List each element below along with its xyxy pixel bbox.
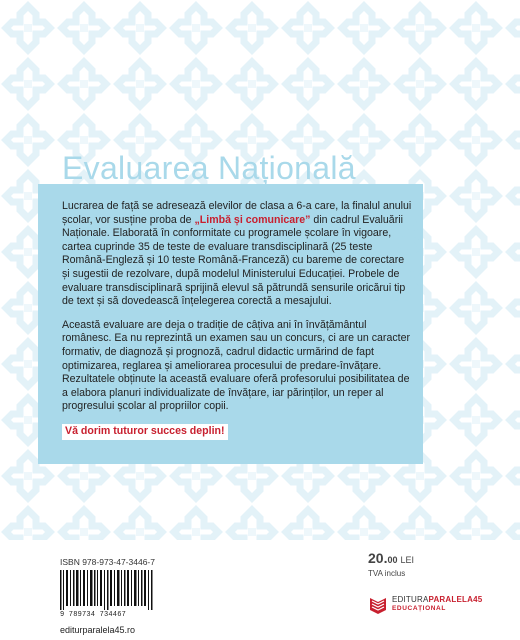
publisher-name bbox=[392, 595, 482, 604]
price-vat: TVA inclus bbox=[368, 569, 406, 578]
barcode-number: 9 789734 734467 bbox=[60, 611, 127, 619]
description-paragraph-1 bbox=[62, 200, 412, 309]
description-paragraph-2: Această evaluare are deja o tradiție de câțiva ani în învățământul românesc. Ea nu reprezintă un examen sau un concurs, ci are un caracter formativ, de diagnoză și prognoză, cadrul didactic urmărind de fapt optimizarea, reglarea și ameliorarea procesului de predare-învățare. Rezultatele obținute la această evaluare oferă profesorului posibilitatea de a elabora planuri individualizate de învățare, iar părinților, un reper al progresului școlar al propriilor copii. bbox=[62, 318, 411, 413]
price-cents: 00 bbox=[387, 555, 398, 565]
barcode bbox=[58, 570, 158, 614]
description-text bbox=[62, 200, 412, 440]
price-currency: LEI bbox=[400, 555, 414, 565]
paragraph-1-end: din cadrul Evaluării Naționale. Elaborată în conformitate cu programele școlare în vigoare, cartea cuprinde 35 de teste de evaluare transdisciplinară (25 teste Română-Engleză și 10 teste Română-Franceză) cu bareme de corectare și sugestii de rezolvare, după modelul Ministerului Educației. Probele de evaluare transdisciplinară sprijină elevul să pătrundă sensurile oricărui tip de text și să dovedească înțelegerea corectă a mesajului. bbox=[62, 213, 406, 308]
isbn-label: ISBN 978-973-47-3446-7 bbox=[60, 557, 155, 567]
publisher-text bbox=[392, 595, 482, 613]
closing-message: Vă dorim tuturor succes deplin! bbox=[62, 424, 228, 440]
paragraph-1-start: Lucrarea de față se adresează elevilor de clasa a 6-a care, la finalul anului școlar, vor susține proba de bbox=[62, 200, 412, 226]
publisher-website: editurparalela45.ro bbox=[60, 625, 136, 635]
subject-highlight: „Limbă și comunicare” bbox=[194, 213, 311, 226]
price-main: 20. bbox=[368, 550, 388, 566]
publisher-logo-icon bbox=[368, 594, 388, 614]
book-title: Evaluarea Națională bbox=[62, 150, 356, 186]
publisher-prefix: EDITURA bbox=[392, 595, 429, 604]
price bbox=[368, 550, 414, 578]
publisher-division: EDUCAȚIONAL bbox=[392, 605, 446, 612]
publisher-logo-block bbox=[368, 594, 482, 614]
book-year: 2022 bbox=[385, 211, 427, 305]
publisher-brand: PARALELA45 bbox=[428, 595, 483, 604]
